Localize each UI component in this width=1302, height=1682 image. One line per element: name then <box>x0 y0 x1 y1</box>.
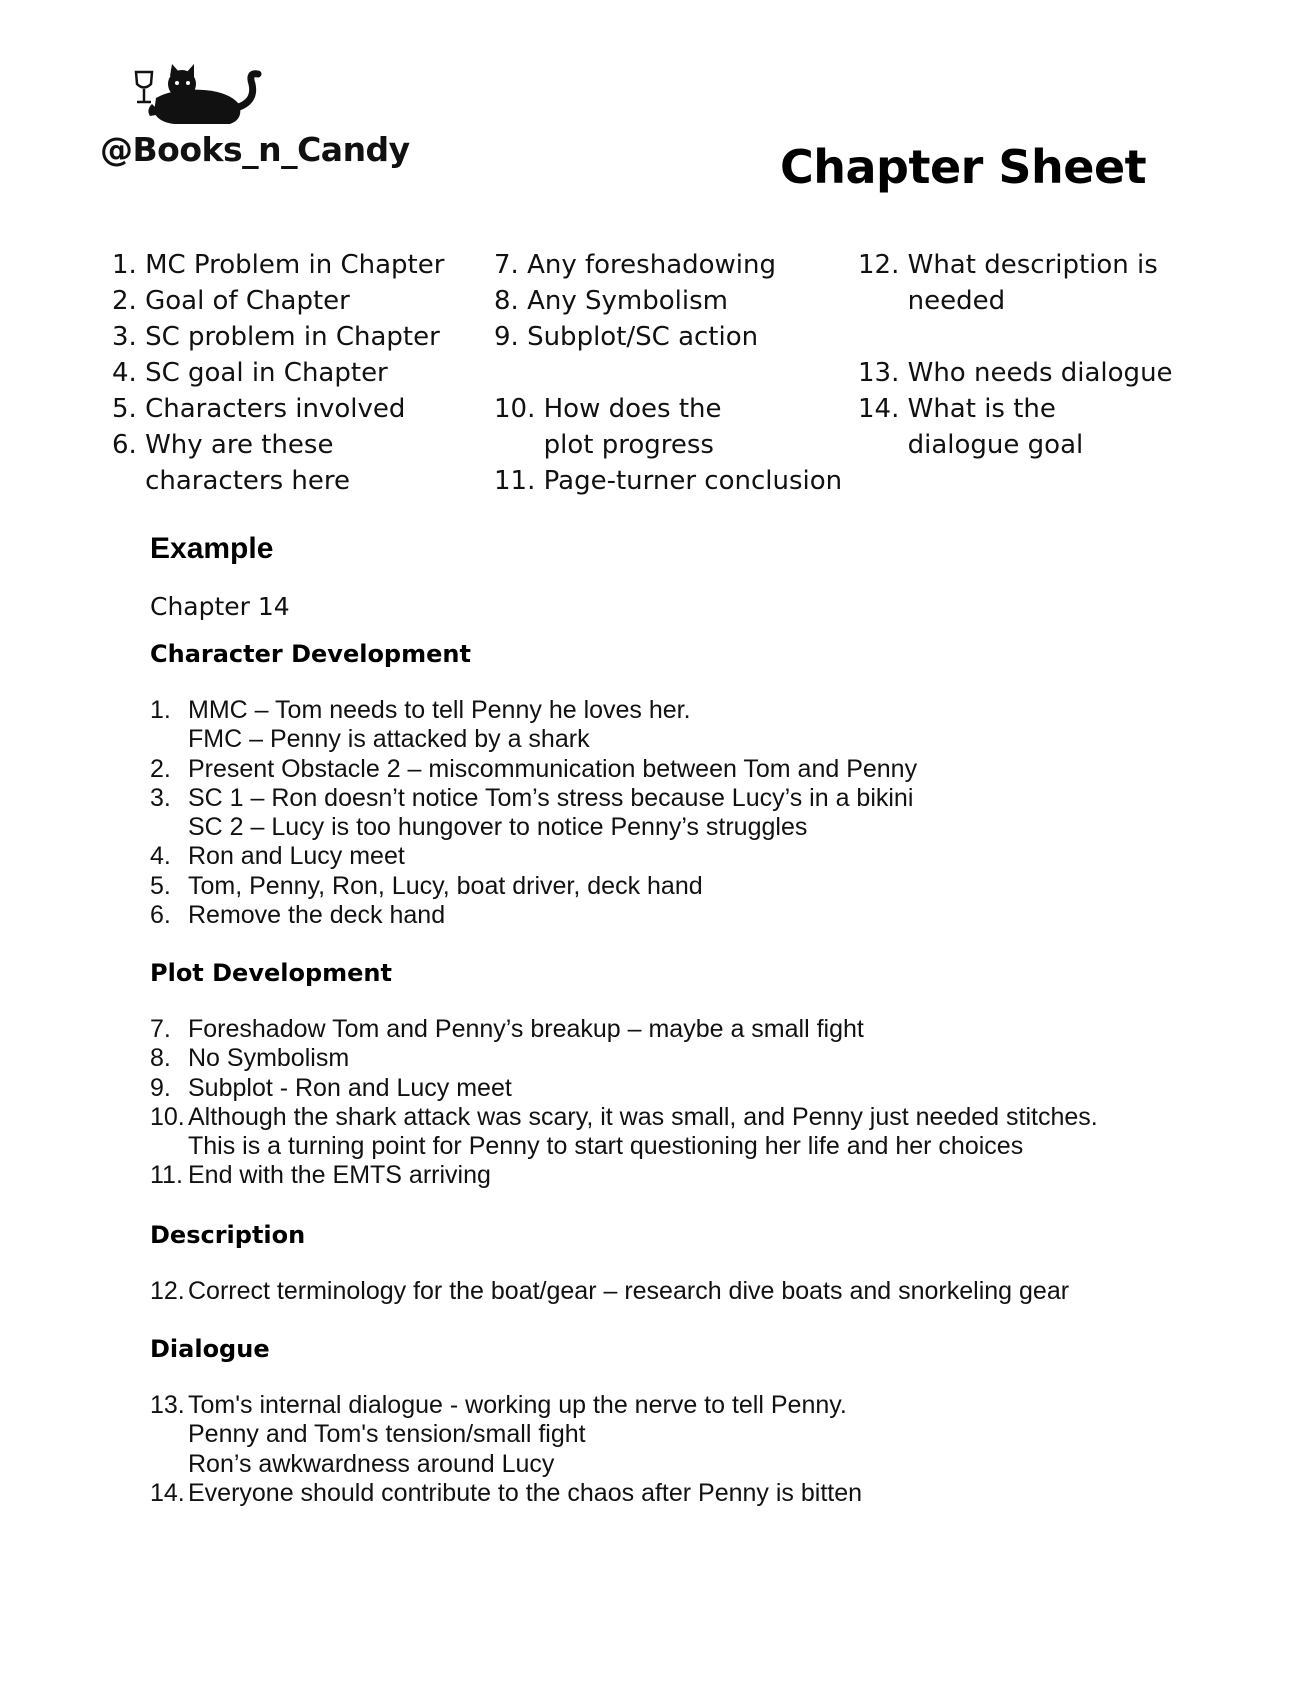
list-item: 11. End with the EMTS arriving <box>150 1161 491 1190</box>
plot-development-list <box>150 1015 1150 1191</box>
questions-column-2 <box>494 247 854 499</box>
question-item: 3. SC problem in Chapter <box>112 322 440 352</box>
question-item: 11. Page-turner conclusion <box>494 466 843 496</box>
question-item: 10. How does the plot progress <box>494 394 722 460</box>
list-item: 9. Subplot - Ron and Lucy meet <box>150 1073 512 1102</box>
description-heading: Description <box>150 1221 306 1249</box>
list-item: 4. Ron and Lucy meet <box>150 842 405 871</box>
example-heading: Example <box>150 532 274 565</box>
question-item: 1. MC Problem in Chapter <box>112 250 445 280</box>
question-item: 6. Why are these characters here <box>112 430 350 496</box>
list-item: 8. No Symbolism <box>150 1044 350 1073</box>
question-item: 14. What is the dialogue goal <box>858 394 1084 460</box>
list-item: 3. SC 1 – Ron doesn’t notice Tom’s stress because Lucy’s in a bikini SC 2 – Lucy is too hungover to notice Penny’s struggles <box>150 783 914 842</box>
list-item: 5. Tom, Penny, Ron, Lucy, boat driver, deck hand <box>150 871 703 900</box>
character-development-heading: Character Development <box>150 640 471 668</box>
list-item: 2. Present Obstacle 2 – miscommunication between Tom and Penny <box>150 754 918 783</box>
dialogue-heading: Dialogue <box>150 1335 270 1363</box>
question-item: 7. Any foreshadowing <box>494 250 777 280</box>
list-item: 10. Although the shark attack was scary, it was small, and Penny just needed stitches. This is a turning point for Penny to start questioning her life and her choices <box>150 1102 1098 1161</box>
dialogue-list <box>150 1391 1150 1508</box>
list-item: 7. Foreshadow Tom and Penny’s breakup – maybe a small fight <box>150 1015 864 1043</box>
question-item: 12. What description is needed <box>858 250 1158 316</box>
chapter-label: Chapter 14 <box>150 592 290 621</box>
list-item: 14. Everyone should contribute to the chaos after Penny is bitten <box>150 1478 863 1507</box>
list-item: 13. Tom's internal dialogue - working up the nerve to tell Penny. Penny and Tom's tension/small fight Ron’s awkwardness around Lucy <box>150 1391 847 1478</box>
question-item: 9. Subplot/SC action <box>494 322 759 352</box>
description-list <box>150 1277 1150 1306</box>
question-item: 8. Any Symbolism <box>494 286 728 316</box>
question-item: 5. Characters involved <box>112 394 406 424</box>
plot-development-heading: Plot Development <box>150 959 392 987</box>
questions-column-3 <box>858 247 1178 463</box>
logo-handle: @Books_n_Candy <box>100 130 410 169</box>
list-item: 6. Remove the deck hand <box>150 901 446 930</box>
list-item: 12. Correct terminology for the boat/gear – research dive boats and snorkeling gear <box>150 1277 1070 1305</box>
character-development-list <box>150 696 1150 930</box>
question-item: 2. Goal of Chapter <box>112 286 350 316</box>
logo <box>98 64 410 184</box>
list-item: 1. MMC – Tom needs to tell Penny he loves her. FMC – Penny is attacked by a shark <box>150 696 691 754</box>
question-item: 4. SC goal in Chapter <box>112 358 388 388</box>
question-item: 13. Who needs dialogue <box>858 358 1173 388</box>
page-title: Chapter Sheet <box>780 140 1147 194</box>
questions-column-1 <box>112 247 492 499</box>
